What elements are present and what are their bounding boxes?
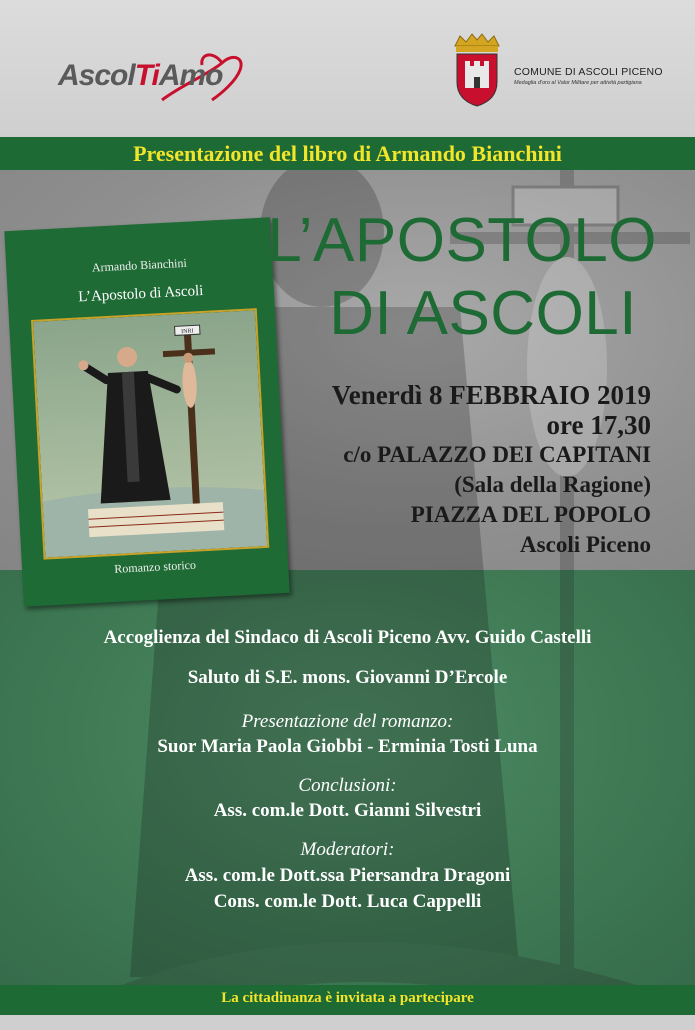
book-cover <box>4 217 289 606</box>
event-venue: c/o PALAZZO DEI CAPITANI <box>343 442 651 467</box>
moderators-label: Moderatori: <box>300 839 395 860</box>
event-date: Venerdì 8 FEBBRAIO 2019 <box>331 380 651 410</box>
welcome-line: Accoglienza del Sindaco di Ascoli Piceno Avv. Guido Castelli <box>103 627 592 648</box>
conclusions-line: Ass. com.le Dott. Gianni Silvestri <box>213 800 482 821</box>
book-genre: Romanzo storico <box>113 557 197 576</box>
footer-strip <box>0 1015 695 1030</box>
comune-logo <box>452 32 692 112</box>
top-banner-text: Presentazione del libro di Armando Bianchini <box>133 141 562 166</box>
bottom-banner-text: La cittadinanza è invitata a partecipare <box>221 990 474 1006</box>
greeting-line: Saluto di S.E. mons. Giovanni D’Ercole <box>187 667 508 688</box>
event-city: Ascoli Piceno <box>520 532 651 557</box>
moderator-2: Cons. com.le Dott. Luca Cappelli <box>213 891 482 912</box>
comune-subtitle: Medaglia d'oro al Valor Militare per attività partigiana <box>514 80 642 86</box>
moderator-1: Ass. com.le Dott.ssa Piersandra Dragoni <box>184 865 511 886</box>
coat-of-arms-icon <box>452 32 502 107</box>
book-painting <box>31 308 269 559</box>
ascoltiamo-logo <box>52 45 252 120</box>
comune-name: COMUNE DI ASCOLI PICENO <box>514 66 663 78</box>
conclusions-label: Conclusioni: <box>298 775 397 796</box>
inri-sign: INRI <box>181 328 194 336</box>
event-program <box>0 625 695 915</box>
top-banner <box>0 137 695 170</box>
event-room: (Sala della Ragione) <box>454 472 651 497</box>
book-author: Armando Bianchini <box>91 255 188 275</box>
event-title-line1: L’APOSTOLO <box>267 206 657 275</box>
bottom-banner <box>0 985 695 1015</box>
presentation-label: Presentazione del romanzo: <box>241 711 454 732</box>
event-title-line2: DI ASCOLI <box>329 279 637 348</box>
book-title: L’Apostolo di Ascoli <box>77 282 204 306</box>
event-time: ore 17,30 <box>546 410 651 440</box>
ascoltiamo-wordmark: AscolTiAmo <box>58 59 223 92</box>
event-square: PIAZZA DEL POPOLO <box>410 502 651 527</box>
presenters-line: Suor Maria Paola Giobbi - Erminia Tosti Luna <box>157 736 538 757</box>
event-details <box>332 380 651 560</box>
